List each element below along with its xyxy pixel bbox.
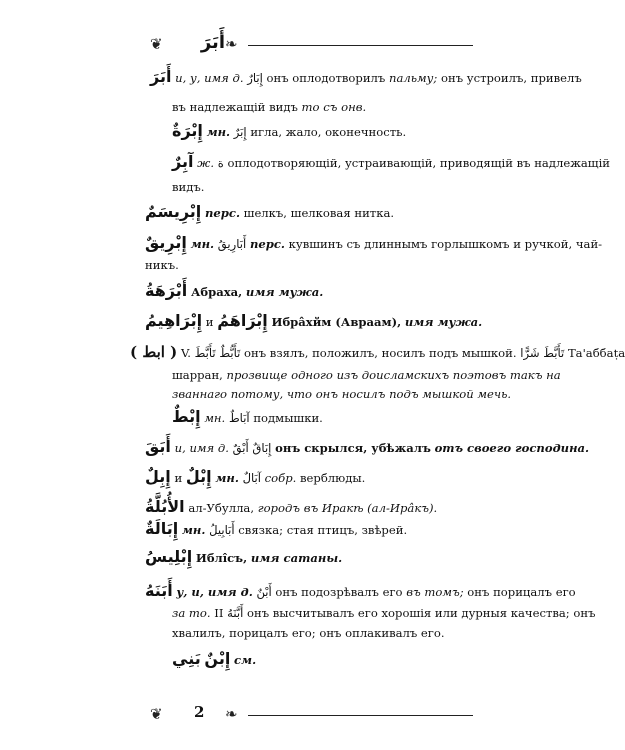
entry-abaqa: أَبَقَ и, имя д. أَبْقٌ إِبَاقٌ онъ скрылся, убѣжалъ отъ своего господина. xyxy=(145,437,590,456)
headword: إِبْرَاهَمُ xyxy=(217,311,268,330)
page-number: 2 xyxy=(194,703,205,721)
entry-ubulla: الأُبُلَّةُ ал-Убулла, городъ въ Иракѣ (ал-Ирâкъ). xyxy=(145,497,438,516)
root-marker: ( ابط ) xyxy=(130,343,178,361)
headword: إِبْرَاهِيمُ xyxy=(145,311,203,330)
headword: إِبْنٌ xyxy=(204,649,231,668)
entry-ibriq-line2: никъ. xyxy=(145,258,179,272)
entry-abir-line2: видъ. xyxy=(172,180,205,194)
headword: أَبَرَ xyxy=(150,67,172,86)
entry-iblis: إِبْلِيسُ Иблîсъ, имя сатаны. xyxy=(145,547,343,566)
footer-ornament-left: ❦ xyxy=(150,705,163,723)
headword: بَنِي xyxy=(172,649,201,668)
entry-ibriq: إِبْرِيقٌ мн. أَبَارِيقُ перс. кувшинъ съ длиннымъ горлышкомъ и ручкой, чай- xyxy=(145,233,603,252)
headword: آبِرٌ xyxy=(172,152,194,171)
entry-abara-line2: въ надлежащій видъ то съ онв. xyxy=(172,100,367,114)
entry-ibala: إِبَالَةٌ мн. أَبَابِيلُ связка; стая птицъ, звѣрей. xyxy=(145,519,408,538)
entry-abana: أَبَنَهُ у, и, имя д. أَبْنٌ онъ подозрѣвалъ его въ томъ; онъ порицалъ его xyxy=(145,581,576,600)
entry-ibrahim: إِبْرَاهِيمُ и إِبْرَاهَمُ Ибрâхйм (Авраам), имя мужа. xyxy=(145,311,483,330)
headword: الأُبُلَّةُ xyxy=(145,497,185,516)
entry-xref: بَنِي إِبْنٌ см. xyxy=(172,649,257,668)
header-headword: أَبَرَ xyxy=(200,32,225,53)
header-ornament-right: ❧ xyxy=(225,35,238,53)
entry-abana-line3: хвалилъ, порицалъ его; онъ оплакивалъ его. xyxy=(172,626,445,640)
header-rule xyxy=(248,45,473,46)
entry-abana-line2: за то. II أَبَّنَهُ онъ высчитывалъ его хорошія или дурныя качества; онъ xyxy=(172,606,596,620)
headword: إِبْلِيسُ xyxy=(145,547,193,566)
entry-ibt: إِبْطٌ мн. آبَاطٌ подмышки. xyxy=(172,407,323,426)
headword: أَبْرَهَةُ xyxy=(145,281,188,300)
entry-abir: آبِرٌ ж. ة оплодотворяющій, устраивающій, приводящій въ надлежащій xyxy=(172,152,610,171)
headword: إِبْرِيسَمٌ xyxy=(145,202,202,221)
entry-ta-abbata-line2: шарран, прозвище одного изъ доисламскихъ поэтовъ такъ на xyxy=(172,368,561,382)
header-ornament-left: ❦ xyxy=(150,35,163,53)
entry-ta-abbata-line3: званнаго потому, что онъ носилъ подъ мышкой мечь. xyxy=(172,387,512,401)
entry-abraha: أَبْرَهَةُ Абраха, имя мужа. xyxy=(145,281,324,300)
headword: إِبْطٌ xyxy=(172,407,201,426)
entry-ibra: إِبْرَةٌ мн. إِبَرٌ игла, жало, оконечность. xyxy=(172,121,407,140)
headword: إِبَالَةٌ xyxy=(145,519,179,538)
entry-abara-line1: أَبَرَ и, у, имя д. إِبَارٌ онъ оплодотворилъ пальму; онъ устроилъ, привелъ xyxy=(150,67,582,86)
headword: إِبِلٌ xyxy=(145,467,171,486)
entry-ibrisam: إِبْرِيسَمٌ перс. шелкъ, шелковая нитка. xyxy=(145,202,395,221)
headword: إِبْرَةٌ xyxy=(172,121,203,140)
footer-rule xyxy=(248,715,473,716)
entry-ta-abbata: ( ابط ) V. تَأَبَّطَ تَأَبُّطٌ онъ взялъ, положилъ, носилъ подъ мышкой. تَأَبَّطَ شَرًّا Та'аббаṭа xyxy=(130,343,625,361)
headword: إِبْرِيقٌ xyxy=(145,233,187,252)
headword: إِبْلٌ xyxy=(185,467,212,486)
entry-ibil: إِبِلٌ и إِبْلٌ мн. آبَالٌ собр. верблюды. xyxy=(145,467,366,486)
headword: أَبَقَ xyxy=(145,437,171,456)
footer-ornament-right: ❧ xyxy=(225,705,238,723)
headword: أَبَنَهُ xyxy=(145,581,173,600)
